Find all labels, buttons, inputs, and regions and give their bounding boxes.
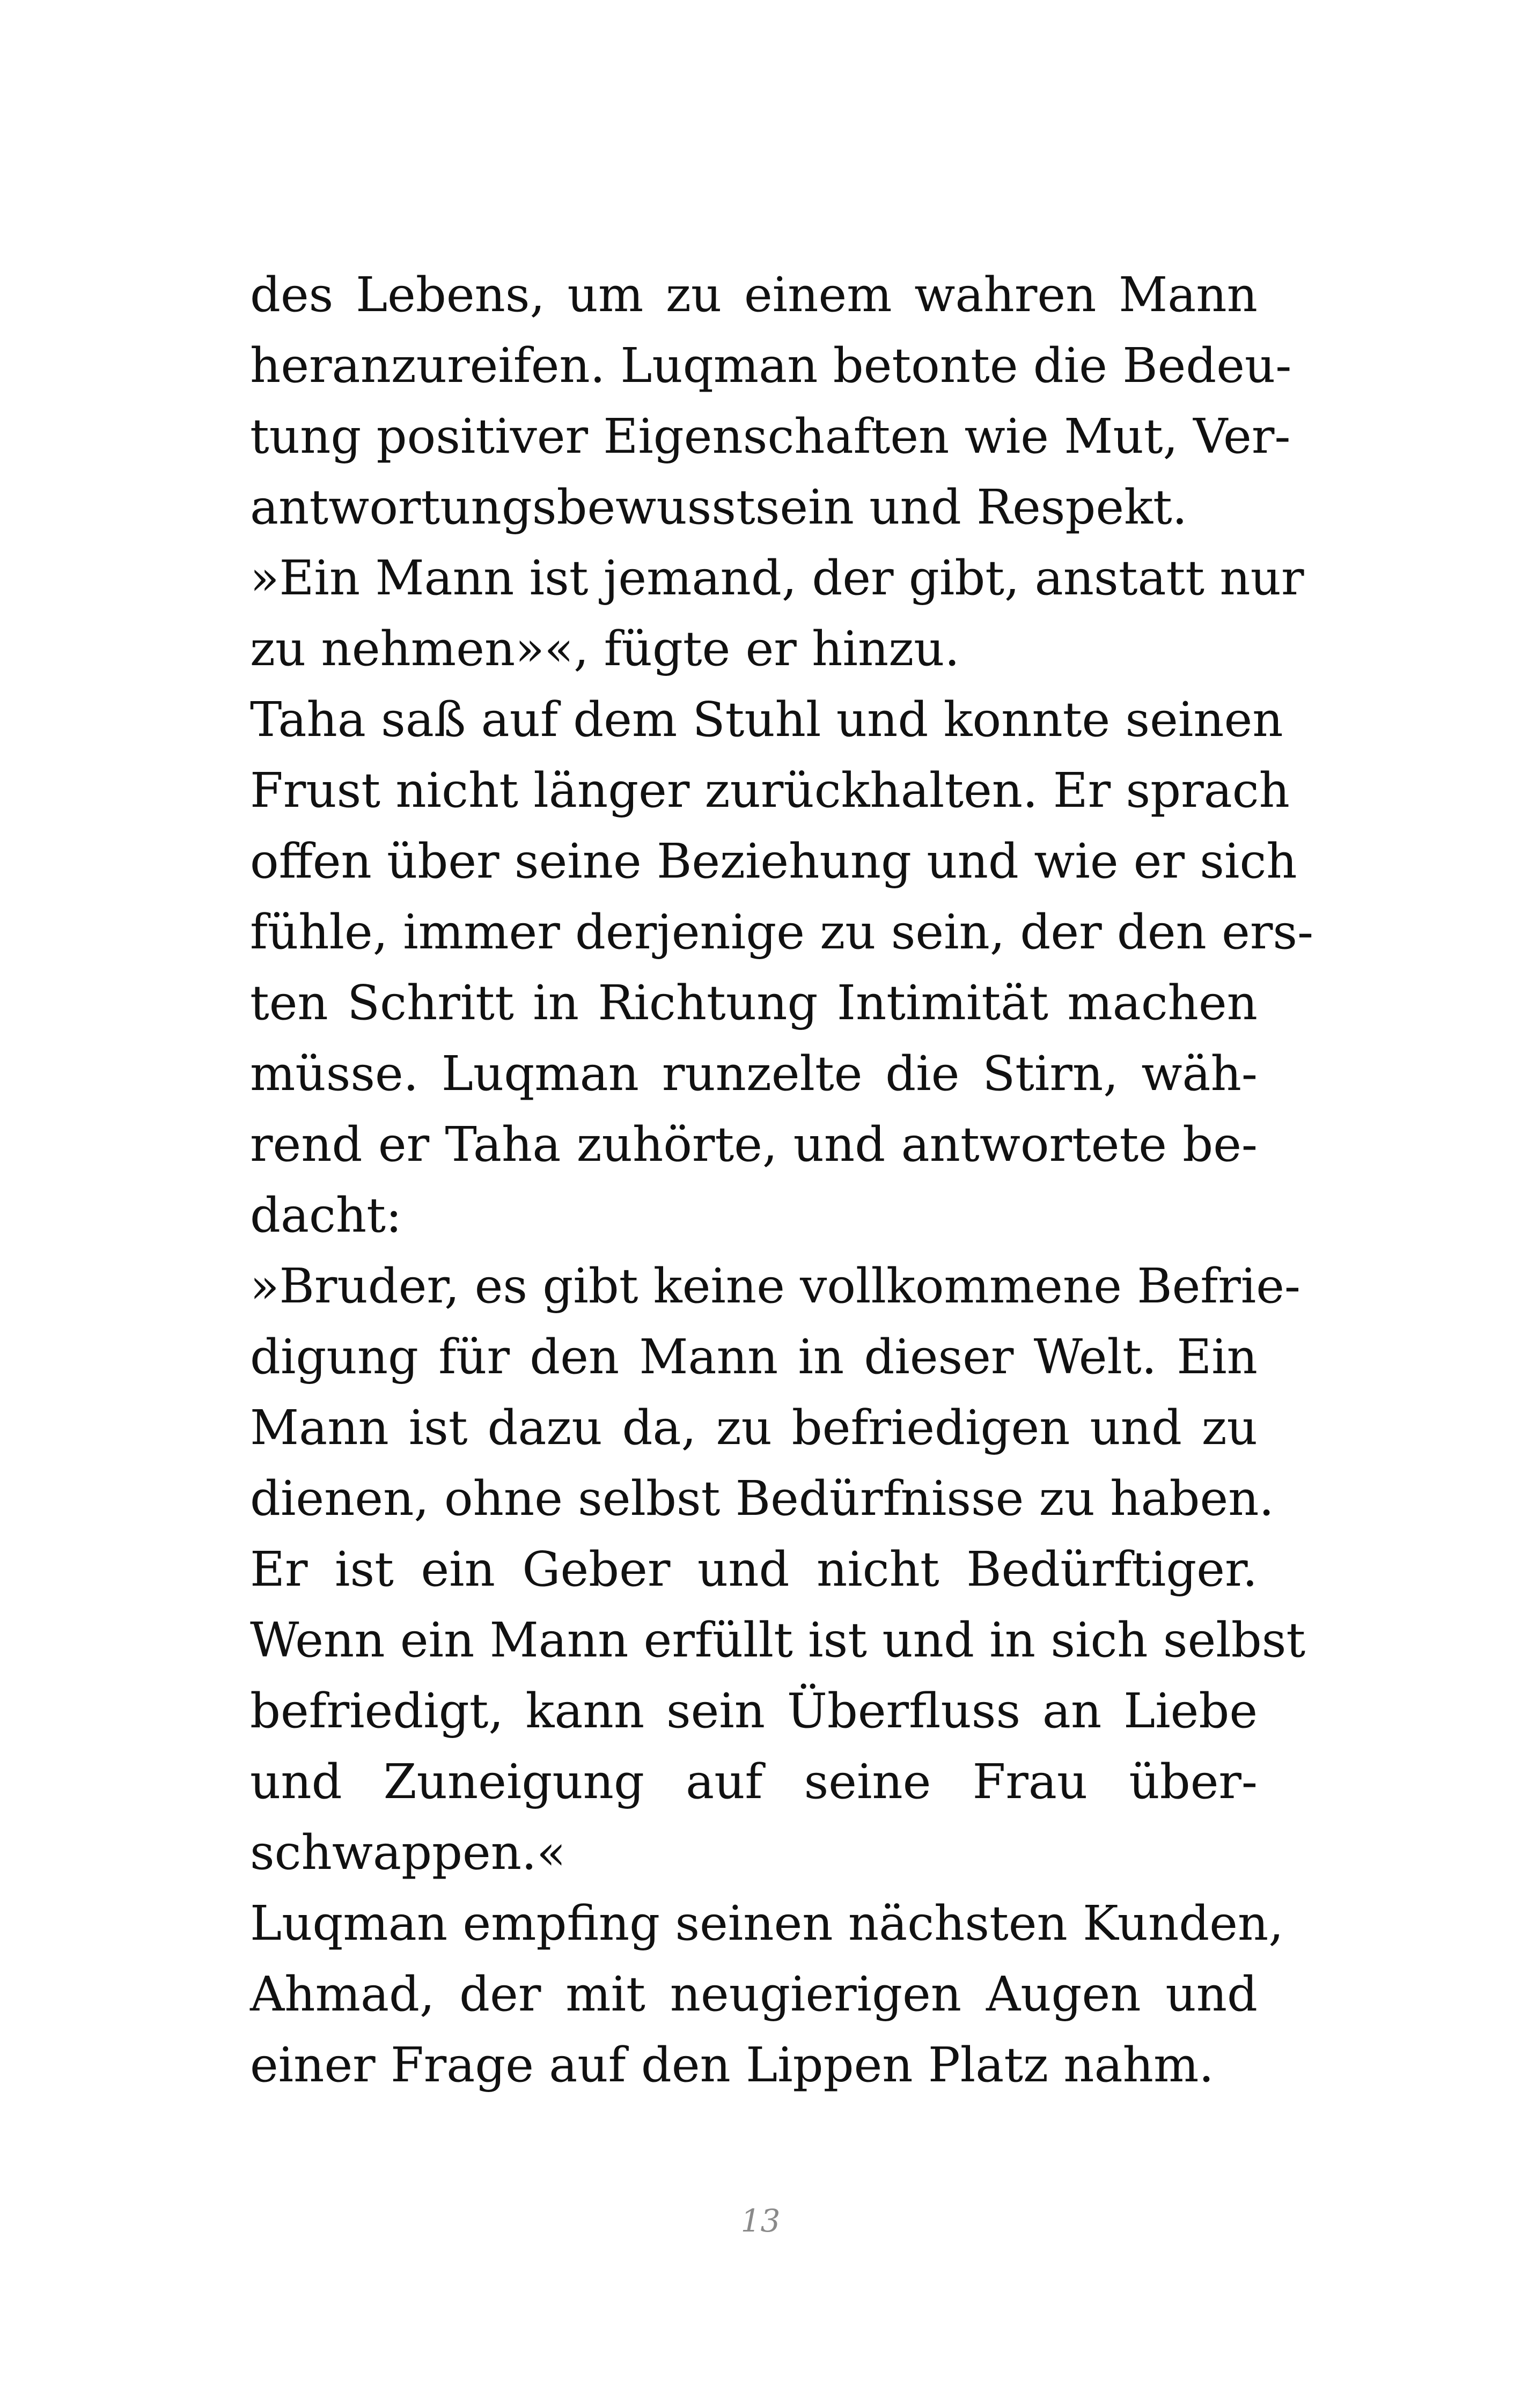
text-line: Er ist ein Geber und nicht Bedürftiger.: [250, 1541, 1258, 1597]
text-line: heranzureifen. Luqman betonte die Bedeu-: [250, 337, 1292, 393]
text-line: dacht:: [250, 1187, 402, 1243]
page-number: 13: [740, 2203, 781, 2239]
text-line: des Lebens, um zu einem wahren Mann: [250, 267, 1258, 322]
text-line: rend er Taha zuhörte, und antwortete be-: [250, 1116, 1258, 1172]
text-line: offen über seine Beziehung und wie er sich: [250, 833, 1297, 889]
text-line: befriedigt, kann sein Überfluss an Liebe: [250, 1683, 1258, 1739]
text-line: tung positiver Eigenschaften wie Mut, Ver-: [250, 408, 1291, 464]
text-line: Ahmad, der mit neugierigen Augen und: [250, 1966, 1258, 2022]
text-line: müsse. Luqman runzelte die Stirn, wäh-: [250, 1045, 1258, 1101]
text-line: ten Schritt in Richtung Intimität machen: [250, 975, 1258, 1030]
text-line: dienen, ohne selbst Bedürfnisse zu haben.: [250, 1470, 1274, 1526]
text-line: Mann ist dazu da, zu befriedigen und zu: [250, 1400, 1258, 1455]
text-line: antwortungsbewusstsein und Respekt.: [250, 479, 1188, 535]
text-line: zu nehmen»«, fügte er hinzu.: [250, 621, 960, 676]
text-line: Frust nicht länger zurückhalten. Er sprach: [250, 762, 1290, 818]
text-line: Luqman empfing seinen nächsten Kunden,: [250, 1895, 1284, 1951]
text-line: einer Frage auf den Lippen Platz nahm.: [250, 2037, 1214, 2093]
text-line: digung für den Mann in dieser Welt. Ein: [250, 1329, 1258, 1385]
body-text: [250, 259, 1314, 2100]
text-line: Wenn ein Mann erfüllt ist und in sich selbst: [250, 1612, 1306, 1668]
text-line: fühle, immer derjenige zu sein, der den ers-: [250, 904, 1314, 960]
text-line: »Bruder, es gibt keine vollkommene Befrie-: [250, 1258, 1300, 1314]
text-line: »Ein Mann ist jemand, der gibt, anstatt nur: [250, 550, 1304, 606]
text-line: schwappen.«: [250, 1824, 566, 1880]
text-line: Taha saß auf dem Stuhl und konnte seinen: [250, 691, 1283, 747]
text-line: und Zuneigung auf seine Frau über-: [250, 1754, 1258, 1809]
